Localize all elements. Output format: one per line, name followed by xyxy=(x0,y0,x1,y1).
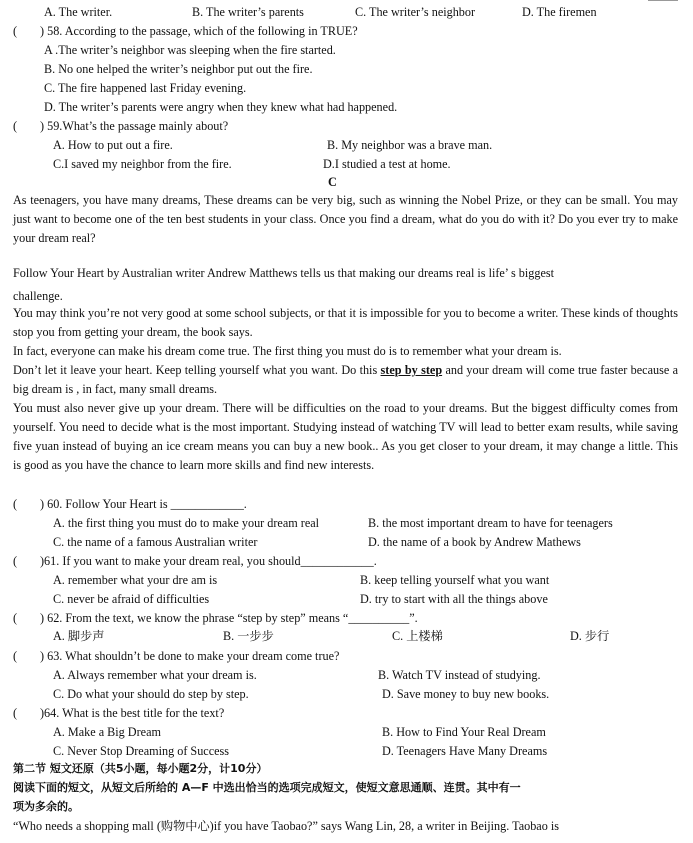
p5-text-before: Don’t let it leave your heart. Keep telling yourself what you want. Do this xyxy=(13,363,381,377)
q63-option-b: B. Watch TV instead of studying. xyxy=(378,668,541,682)
q63-option-c: C. Do what your should do step by step. xyxy=(53,687,249,701)
q58-option-a: A .The writer’s neighbor was sleeping when the fire started. xyxy=(44,43,336,57)
q59-paren: ( xyxy=(13,119,18,133)
q62-option-a-text: A. 脚步声 xyxy=(53,629,105,643)
q62-option-d-text: D. 步行 xyxy=(570,629,610,643)
q60-option-c: C. the name of a famous Australian writer xyxy=(53,535,258,549)
q61-paren: ( xyxy=(13,554,18,568)
q61-option-d: D. try to start with all the things above xyxy=(360,592,548,606)
q64-option-d: D. Teenagers Have Many Dreams xyxy=(382,744,548,758)
step-by-step-phrase: step by step xyxy=(380,363,443,377)
p5-text-after: and your dream will come true faster because a big dream is , in fact, many small dreams. xyxy=(13,363,679,396)
passage-paragraph-2: Follow Your Heart by Australian writer Andrew Matthews tells us that making our dreams real is life’ s biggest xyxy=(13,266,555,280)
q57-option-b: B. The writer’s parents xyxy=(192,5,304,19)
q58-option-d: D. The writer’s parents were angry when they knew what had happened. xyxy=(44,100,398,114)
q61-option-c: C. never be afraid of difficulties xyxy=(53,592,210,606)
q61-option-a: A. remember what your dre am is xyxy=(53,573,218,587)
q62-option-a xyxy=(53,630,104,642)
q61-stem: )61. If you want to make your dream real, you should____________. xyxy=(40,554,377,568)
q63-option-a: A. Always remember what your dream is. xyxy=(53,668,257,682)
q64-option-b: B. How to Find Your Real Dream xyxy=(382,725,546,739)
section-c-label: C xyxy=(328,175,337,189)
passage-paragraph-1: As teenagers, you have many dreams, These dreams can be very big, such as winning the Nobel Prize, or they can be small. You may just want to become one of the ten best students in your class. Once you find a dream, what do you do with it? Do you ever try to make your dream real? xyxy=(13,193,678,245)
q60-option-a: A. the first thing you must do to make your dream real xyxy=(53,516,320,530)
section-2-heading: 第二节 短文还原（共5小题，每小题2分，计10分） xyxy=(13,762,268,775)
q64-paren: ( xyxy=(13,706,18,720)
q62-option-c xyxy=(392,630,443,642)
passage-paragraph-3: You may think you’re not very good at some school subjects, or that it is impossible for you to become a writer. These kinds of thoughts stop you from getting your dream, the book says. xyxy=(13,306,678,339)
section-2-instructions-end: 项为多余的。 xyxy=(13,800,79,813)
q60-stem: ) 60. Follow Your Heart is ____________. xyxy=(40,497,247,511)
q62-option-c-text: C. 上楼梯 xyxy=(392,629,443,643)
q63-paren: ( xyxy=(13,649,18,663)
passage-paragraph-5 xyxy=(13,361,678,399)
q60-option-b: B. the most important dream to have for teenagers xyxy=(368,516,613,530)
q64-stem: )64. What is the best title for the text? xyxy=(40,706,225,720)
q62-stem: ) 62. From the text, we know the phrase “step by step” means “__________”. xyxy=(40,611,418,625)
q63-stem: ) 63. What shouldn’t be done to make your dream come true? xyxy=(40,649,340,663)
q58-stem: ) 58. According to the passage, which of the following in TRUE? xyxy=(40,24,358,38)
q62-option-d xyxy=(570,630,609,642)
q61-option-b: B. keep telling yourself what you want xyxy=(360,573,550,587)
q58-paren: ( xyxy=(13,24,18,38)
q57-option-a: A. The writer. xyxy=(44,5,113,19)
q60-option-d: D. the name of a book by Andrew Mathews xyxy=(368,535,581,549)
section-2-passage-start: “Who needs a shopping mall (购物中心)if you have Taobao?” says Wang Lin, 28, a writer in Beijing. Taobao is xyxy=(13,819,559,833)
q62-option-b xyxy=(223,630,274,642)
q60-paren: ( xyxy=(13,497,18,511)
q64-option-c: C. Never Stop Dreaming of Success xyxy=(53,744,230,758)
q59-option-d: D.I studied a test at home. xyxy=(323,157,451,171)
section-2-instructions: 阅读下面的短文，从短文后所给的 A—F 中选出恰当的选项完成短文，使短文意思通顺、连贯。其中有一 xyxy=(13,781,521,794)
q57-option-d: D. The firemen xyxy=(522,5,597,19)
passage-paragraph-6: You must also never give up your dream. There will be difficulties on the road to your dreams. But the biggest difficulty comes from yourself. You need to decide what is the most important. Studying instead of watching TV will lead to better exam results, while saving five yuan instead of buying an ice cream means you can buy a new book.. As you get closer to your dream, it may change a little. This is good as you have the chance to learn more skills and find new interests. xyxy=(13,401,678,472)
top-rule xyxy=(648,0,678,1)
passage-paragraph-2-end: challenge. xyxy=(13,289,63,303)
q57-option-c: C. The writer’s neighbor xyxy=(355,5,476,19)
passage-paragraph-4: In fact, everyone can make his dream come true. The first thing you must do is to remember what your dream is. xyxy=(13,344,562,358)
q59-option-b: B. My neighbor was a brave man. xyxy=(327,138,493,152)
q63-option-d: D. Save money to buy new books. xyxy=(382,687,550,701)
q58-option-c: C. The fire happened last Friday evening. xyxy=(44,81,247,95)
q59-option-a: A. How to put out a fire. xyxy=(53,138,173,152)
q59-option-c: C.I saved my neighbor from the fire. xyxy=(53,157,232,171)
q64-option-a: A. Make a Big Dream xyxy=(53,725,161,739)
q58-option-b: B. No one helped the writer’s neighbor put out the fire. xyxy=(44,62,313,76)
q62-paren: ( xyxy=(13,611,18,625)
q59-stem: ) 59.What’s the passage mainly about? xyxy=(40,119,229,133)
q62-option-b-text: B. 一步步 xyxy=(223,629,274,643)
